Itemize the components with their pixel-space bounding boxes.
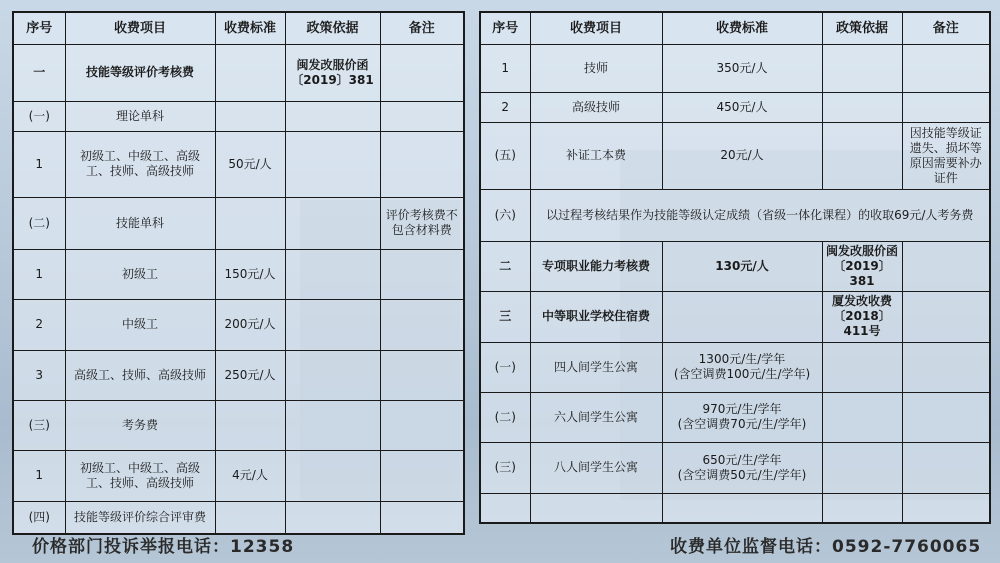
row-fee: 4元/人 — [215, 450, 285, 501]
row-fee: 450元/人 — [662, 92, 822, 122]
row-policy — [285, 350, 380, 400]
header-policy: 政策依据 — [285, 12, 380, 44]
row-no — [480, 493, 530, 523]
table-row — [480, 122, 990, 189]
table-row — [480, 291, 990, 342]
row-item: 初级工 — [65, 249, 215, 299]
table-row — [480, 44, 990, 92]
row-note — [902, 241, 990, 291]
row-policy — [822, 442, 902, 493]
row-item: 技能等级评价综合评审费 — [65, 501, 215, 534]
row-no: (二) — [13, 197, 65, 249]
row-note — [902, 342, 990, 392]
row-item — [530, 493, 662, 523]
row-item: 考务费 — [65, 400, 215, 450]
complaint-hotline: 价格部门投诉举报电话：12358 — [32, 537, 295, 557]
table-row — [480, 241, 990, 291]
row-fee: 20元/人 — [662, 122, 822, 189]
row-item: 技能等级评价考核费 — [65, 44, 215, 101]
row-policy — [285, 501, 380, 534]
row-item: 六人间学生公寓 — [530, 392, 662, 442]
row-fee — [215, 44, 285, 101]
table-row — [13, 299, 464, 350]
row-note — [380, 44, 464, 101]
table-row — [13, 197, 464, 249]
table-row — [13, 350, 464, 400]
row-note — [380, 501, 464, 534]
row-policy — [822, 493, 902, 523]
row-note — [902, 44, 990, 92]
row-policy — [285, 249, 380, 299]
row-no: 1 — [13, 450, 65, 501]
row-no: 三 — [480, 291, 530, 342]
row-no: (五) — [480, 122, 530, 189]
row-fee — [215, 197, 285, 249]
row-fee: 250元/人 — [215, 350, 285, 400]
row-item: 技师 — [530, 44, 662, 92]
row-no: (三) — [13, 400, 65, 450]
row-note — [380, 101, 464, 131]
table-header-row — [13, 12, 464, 44]
row-note — [380, 249, 464, 299]
row-no: 1 — [480, 44, 530, 92]
row-note — [902, 493, 990, 523]
fee-line: (含空调费50元/生/学年) — [677, 467, 807, 482]
row-no: (一) — [13, 101, 65, 131]
table-row — [480, 342, 990, 392]
row-item: 技能单科 — [65, 197, 215, 249]
row-no: 2 — [480, 92, 530, 122]
row-no: 3 — [13, 350, 65, 400]
fee-line: 970元/生/学年 — [702, 402, 782, 416]
row-fee: 150元/人 — [215, 249, 285, 299]
header-policy: 政策依据 — [822, 12, 902, 44]
header-no: 序号 — [13, 12, 65, 44]
fee-line: (含空调费100元/生/学年) — [673, 367, 811, 381]
row-note — [902, 92, 990, 122]
row-fee — [215, 501, 285, 534]
row-fee — [662, 392, 822, 442]
row-no: (二) — [480, 392, 530, 442]
table-row — [13, 450, 464, 501]
row-no: 1 — [13, 131, 65, 197]
row-policy — [285, 197, 380, 249]
row-no: (四) — [13, 501, 65, 534]
row-policy — [285, 101, 380, 131]
row-policy — [822, 342, 902, 392]
row-policy — [822, 122, 902, 189]
row-no: 一 — [13, 44, 65, 101]
row-note — [380, 400, 464, 450]
row-fee — [215, 400, 285, 450]
row-fee: 130元/人 — [662, 241, 822, 291]
row-no: 2 — [13, 299, 65, 350]
table-row — [13, 249, 464, 299]
row-policy — [285, 299, 380, 350]
table-row — [13, 501, 464, 534]
table-row — [13, 44, 464, 101]
table-row — [13, 131, 464, 197]
row-no: (六) — [480, 189, 530, 241]
row-policy: 厦发改收费〔2018〕411号 — [822, 291, 902, 342]
row-policy — [822, 92, 902, 122]
row-note — [902, 442, 990, 493]
supervision-hotline: 收费单位监督电话：0592-7760065 — [670, 537, 982, 557]
row-fee — [215, 101, 285, 131]
header-item: 收费项目 — [65, 12, 215, 44]
row-item: 中等职业学校住宿费 — [530, 291, 662, 342]
table-row — [480, 493, 990, 523]
header-note: 备注 — [380, 12, 464, 44]
row-fee: 200元/人 — [215, 299, 285, 350]
row-item: 补证工本费 — [530, 122, 662, 189]
row-policy — [822, 44, 902, 92]
row-note — [380, 299, 464, 350]
row-no: (三) — [480, 442, 530, 493]
row-note: 因技能等级证遗失、损坏等原因需要补办证件 — [902, 122, 990, 189]
row-merged-note: 以过程考核结果作为技能等级认定成绩（省级一体化课程）的收取69元/人考务费 — [530, 189, 990, 241]
row-item: 四人间学生公寓 — [530, 342, 662, 392]
table-row — [13, 101, 464, 131]
table-header-row — [480, 12, 990, 44]
row-item: 八人间学生公寓 — [530, 442, 662, 493]
table-row — [13, 400, 464, 450]
row-policy — [285, 131, 380, 197]
row-item: 中级工 — [65, 299, 215, 350]
row-note — [902, 291, 990, 342]
row-fee — [662, 342, 822, 392]
row-item: 初级工、中级工、高级工、技师、高级技师 — [65, 131, 215, 197]
row-policy — [285, 450, 380, 501]
header-fee: 收费标准 — [662, 12, 822, 44]
left-fee-table — [12, 11, 465, 535]
header-item: 收费项目 — [530, 12, 662, 44]
fee-line: 650元/生/学年 — [702, 452, 782, 467]
table-row — [480, 392, 990, 442]
row-fee: 50元/人 — [215, 131, 285, 197]
row-no: (一) — [480, 342, 530, 392]
header-note: 备注 — [902, 12, 990, 44]
row-note — [380, 350, 464, 400]
row-item: 理论单科 — [65, 101, 215, 131]
fee-line: 1300元/生/学年 — [698, 352, 786, 366]
row-fee — [662, 442, 822, 493]
row-item: 高级技师 — [530, 92, 662, 122]
row-policy: 闽发改服价函〔2019〕381 — [822, 241, 902, 291]
table-row — [480, 442, 990, 493]
table-row — [480, 189, 990, 241]
row-no: 1 — [13, 249, 65, 299]
row-note — [380, 450, 464, 501]
right-fee-table — [479, 11, 991, 524]
row-policy — [285, 400, 380, 450]
row-fee — [662, 291, 822, 342]
header-fee: 收费标准 — [215, 12, 285, 44]
table-row — [480, 92, 990, 122]
row-no: 二 — [480, 241, 530, 291]
row-item: 高级工、技师、高级技师 — [65, 350, 215, 400]
row-fee: 350元/人 — [662, 44, 822, 92]
row-policy — [822, 392, 902, 442]
fee-line: (含空调费70元/生/学年) — [677, 417, 807, 431]
row-note — [380, 131, 464, 197]
row-item: 初级工、中级工、高级工、技师、高级技师 — [65, 450, 215, 501]
row-note — [902, 392, 990, 442]
row-fee — [662, 493, 822, 523]
row-note: 评价考核费不包含材料费 — [380, 197, 464, 249]
row-policy: 闽发改服价函〔2019〕381 — [285, 44, 380, 101]
header-no: 序号 — [480, 12, 530, 44]
row-item: 专项职业能力考核费 — [530, 241, 662, 291]
